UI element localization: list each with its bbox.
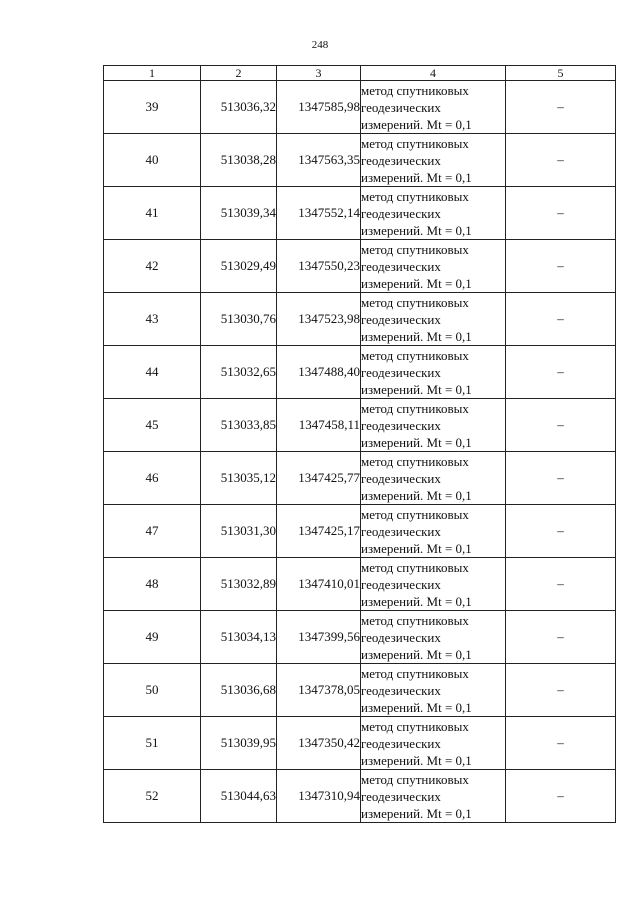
x-coordinate-cell: 513034,13 xyxy=(201,611,277,664)
method-line: геодезических xyxy=(361,364,441,380)
method-line: метод спутниковых xyxy=(361,135,469,151)
method-cell xyxy=(361,399,506,452)
point-number-cell: 40 xyxy=(104,134,201,187)
x-coordinate-cell: 513030,76 xyxy=(201,293,277,346)
method-line: геодезических xyxy=(361,152,441,168)
note-cell: – xyxy=(506,293,616,346)
method-line: метод спутниковых xyxy=(361,294,469,310)
y-coordinate-cell: 1347378,05 xyxy=(277,664,361,717)
x-coordinate-cell: 513029,49 xyxy=(201,240,277,293)
method-line: измерений. Mt = 0,1 xyxy=(361,381,472,397)
x-coordinate-cell: 513036,32 xyxy=(201,81,277,134)
y-coordinate-cell: 1347425,17 xyxy=(277,505,361,558)
note-cell: – xyxy=(506,770,616,823)
x-coordinate-cell: 513035,12 xyxy=(201,452,277,505)
point-number-cell: 41 xyxy=(104,187,201,240)
method-line: геодезических xyxy=(361,576,441,592)
method-line: метод спутниковых xyxy=(361,82,469,98)
method-line: метод спутниковых xyxy=(361,347,469,363)
table-row xyxy=(104,717,616,770)
point-number-cell: 49 xyxy=(104,611,201,664)
table-body xyxy=(104,81,616,823)
y-coordinate-cell: 1347523,98 xyxy=(277,293,361,346)
method-line: геодезических xyxy=(361,470,441,486)
method-line: геодезических xyxy=(361,682,441,698)
note-cell: – xyxy=(506,81,616,134)
method-line: геодезических xyxy=(361,629,441,645)
table-row xyxy=(104,770,616,823)
method-line: геодезических xyxy=(361,735,441,751)
y-coordinate-cell: 1347425,77 xyxy=(277,452,361,505)
method-cell xyxy=(361,611,506,664)
y-coordinate-cell: 1347552,14 xyxy=(277,187,361,240)
method-line: метод спутниковых xyxy=(361,718,469,734)
y-coordinate-cell: 1347488,40 xyxy=(277,346,361,399)
method-line: измерений. Mt = 0,1 xyxy=(361,593,472,609)
method-cell xyxy=(361,81,506,134)
method-line: измерений. Mt = 0,1 xyxy=(361,169,472,185)
method-line: геодезических xyxy=(361,99,441,115)
method-line: геодезических xyxy=(361,205,441,221)
note-cell: – xyxy=(506,611,616,664)
point-number-cell: 42 xyxy=(104,240,201,293)
coordinates-table xyxy=(103,65,616,823)
page-number: 248 xyxy=(311,39,329,51)
x-coordinate-cell: 513031,30 xyxy=(201,505,277,558)
method-line: метод спутниковых xyxy=(361,400,469,416)
x-coordinate-cell: 513032,89 xyxy=(201,558,277,611)
method-line: геодезических xyxy=(361,417,441,433)
x-coordinate-cell: 513038,28 xyxy=(201,134,277,187)
method-line: измерений. Mt = 0,1 xyxy=(361,805,472,821)
table-row xyxy=(104,240,616,293)
method-line: измерений. Mt = 0,1 xyxy=(361,540,472,556)
method-cell xyxy=(361,664,506,717)
point-number-cell: 45 xyxy=(104,399,201,452)
method-cell xyxy=(361,240,506,293)
method-line: измерений. Mt = 0,1 xyxy=(361,487,472,503)
column-header-3: 3 xyxy=(277,66,361,81)
table-row xyxy=(104,664,616,717)
method-line: геодезических xyxy=(361,258,441,274)
point-number-cell: 46 xyxy=(104,452,201,505)
table-row xyxy=(104,452,616,505)
method-cell xyxy=(361,346,506,399)
method-cell xyxy=(361,770,506,823)
method-cell xyxy=(361,187,506,240)
y-coordinate-cell: 1347563,35 xyxy=(277,134,361,187)
y-coordinate-cell: 1347585,98 xyxy=(277,81,361,134)
method-cell xyxy=(361,558,506,611)
method-cell xyxy=(361,293,506,346)
table-row xyxy=(104,611,616,664)
table-header xyxy=(104,66,616,81)
x-coordinate-cell: 513033,85 xyxy=(201,399,277,452)
header-row xyxy=(104,66,616,81)
method-line: метод спутниковых xyxy=(361,241,469,257)
column-header-4: 4 xyxy=(361,66,506,81)
method-cell xyxy=(361,717,506,770)
method-cell xyxy=(361,505,506,558)
y-coordinate-cell: 1347350,42 xyxy=(277,717,361,770)
method-line: метод спутниковых xyxy=(361,665,469,681)
method-line: измерений. Mt = 0,1 xyxy=(361,222,472,238)
point-number-cell: 50 xyxy=(104,664,201,717)
method-cell xyxy=(361,452,506,505)
table-row xyxy=(104,505,616,558)
y-coordinate-cell: 1347410,01 xyxy=(277,558,361,611)
y-coordinate-cell: 1347310,94 xyxy=(277,770,361,823)
note-cell: – xyxy=(506,664,616,717)
column-header-2: 2 xyxy=(201,66,277,81)
table-row xyxy=(104,134,616,187)
method-line: измерений. Mt = 0,1 xyxy=(361,116,472,132)
note-cell: – xyxy=(506,558,616,611)
point-number-cell: 47 xyxy=(104,505,201,558)
point-number-cell: 51 xyxy=(104,717,201,770)
method-line: измерений. Mt = 0,1 xyxy=(361,275,472,291)
method-line: измерений. Mt = 0,1 xyxy=(361,699,472,715)
note-cell: – xyxy=(506,452,616,505)
note-cell: – xyxy=(506,346,616,399)
method-line: измерений. Mt = 0,1 xyxy=(361,752,472,768)
point-number-cell: 43 xyxy=(104,293,201,346)
point-number-cell: 52 xyxy=(104,770,201,823)
table-row xyxy=(104,558,616,611)
method-line: измерений. Mt = 0,1 xyxy=(361,328,472,344)
point-number-cell: 44 xyxy=(104,346,201,399)
method-line: метод спутниковых xyxy=(361,188,469,204)
note-cell: – xyxy=(506,399,616,452)
note-cell: – xyxy=(506,240,616,293)
table-row xyxy=(104,81,616,134)
table-row xyxy=(104,187,616,240)
method-line: метод спутниковых xyxy=(361,612,469,628)
table-row xyxy=(104,399,616,452)
method-line: геодезических xyxy=(361,523,441,539)
x-coordinate-cell: 513036,68 xyxy=(201,664,277,717)
column-header-5: 5 xyxy=(506,66,616,81)
y-coordinate-cell: 1347550,23 xyxy=(277,240,361,293)
x-coordinate-cell: 513032,65 xyxy=(201,346,277,399)
point-number-cell: 39 xyxy=(104,81,201,134)
method-line: геодезических xyxy=(361,311,441,327)
y-coordinate-cell: 1347458,11 xyxy=(277,399,361,452)
point-number-cell: 48 xyxy=(104,558,201,611)
method-line: метод спутниковых xyxy=(361,559,469,575)
x-coordinate-cell: 513044,63 xyxy=(201,770,277,823)
method-line: геодезических xyxy=(361,788,441,804)
method-line: измерений. Mt = 0,1 xyxy=(361,434,472,450)
note-cell: – xyxy=(506,134,616,187)
method-line: метод спутниковых xyxy=(361,506,469,522)
method-line: измерений. Mt = 0,1 xyxy=(361,646,472,662)
table-row xyxy=(104,293,616,346)
x-coordinate-cell: 513039,95 xyxy=(201,717,277,770)
method-line: метод спутниковых xyxy=(361,453,469,469)
x-coordinate-cell: 513039,34 xyxy=(201,187,277,240)
note-cell: – xyxy=(506,717,616,770)
column-header-1: 1 xyxy=(104,66,201,81)
method-line: метод спутниковых xyxy=(361,771,469,787)
table-row xyxy=(104,346,616,399)
y-coordinate-cell: 1347399,56 xyxy=(277,611,361,664)
note-cell: – xyxy=(506,505,616,558)
method-cell xyxy=(361,134,506,187)
note-cell: – xyxy=(506,187,616,240)
